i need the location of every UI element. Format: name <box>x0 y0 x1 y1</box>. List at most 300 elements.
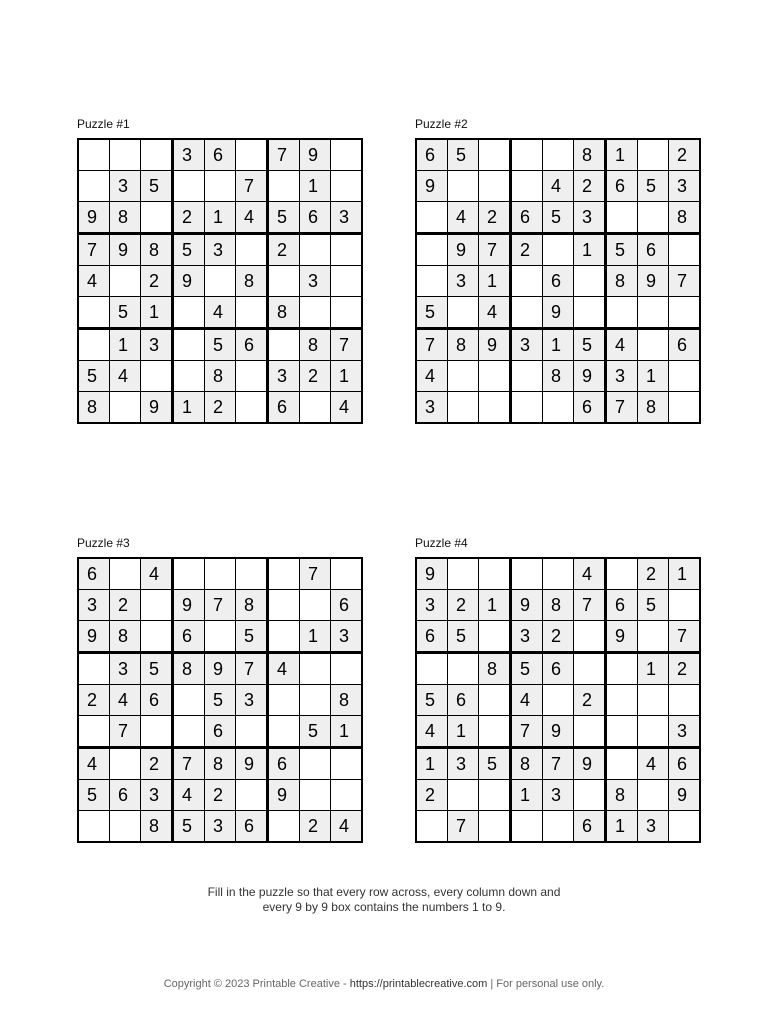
sudoku-cell: 1 <box>511 780 543 811</box>
sudoku-cell: 3 <box>110 653 141 685</box>
sudoku-cell[interactable] <box>110 558 141 590</box>
sudoku-cell: 3 <box>448 266 479 297</box>
grid-row <box>78 202 362 234</box>
sudoku-cell: 5 <box>448 139 479 171</box>
instructions <box>0 885 768 915</box>
sudoku-cell: 3 <box>416 590 448 621</box>
sudoku-cell[interactable] <box>669 361 701 392</box>
grid-row <box>416 392 700 424</box>
sudoku-cell: 2 <box>110 590 141 621</box>
sudoku-cell[interactable] <box>416 234 448 266</box>
sudoku-cell[interactable] <box>448 558 479 590</box>
instructions-line: Fill in the puzzle so that every row across, every column down and <box>207 885 561 899</box>
sudoku-cell[interactable] <box>638 780 669 811</box>
sudoku-cell[interactable] <box>479 811 511 843</box>
sudoku-cell[interactable] <box>268 329 300 361</box>
grid-row <box>416 811 700 843</box>
sudoku-cell: 6 <box>236 329 268 361</box>
sudoku-cell: 5 <box>300 716 331 748</box>
sudoku-cell[interactable] <box>479 139 511 171</box>
sudoku-cell[interactable] <box>416 653 448 685</box>
sudoku-cell[interactable] <box>479 558 511 590</box>
sudoku-cell[interactable] <box>141 139 173 171</box>
sudoku-cell[interactable] <box>78 139 110 171</box>
sudoku-cell[interactable] <box>479 685 511 716</box>
sudoku-cell: 1 <box>110 329 141 361</box>
sudoku-cell: 7 <box>173 748 205 780</box>
sudoku-cell[interactable] <box>300 748 331 780</box>
sudoku-cell[interactable] <box>543 392 574 424</box>
copyright-text: Copyright © 2023 Printable Creative - <box>163 978 350 990</box>
sudoku-cell[interactable] <box>141 361 173 392</box>
grid-row <box>78 590 362 621</box>
sudoku-cell[interactable] <box>331 558 363 590</box>
sudoku-cell: 5 <box>78 780 110 811</box>
grid-row <box>78 653 362 685</box>
sudoku-cell[interactable] <box>331 234 363 266</box>
sudoku-cell: 5 <box>416 685 448 716</box>
sudoku-cell[interactable] <box>574 266 606 297</box>
sudoku-cell: 9 <box>448 234 479 266</box>
sudoku-cell: 3 <box>300 266 331 297</box>
sudoku-cell: 1 <box>173 392 205 424</box>
sudoku-cell: 8 <box>543 590 574 621</box>
sudoku-cell[interactable] <box>110 811 141 843</box>
sudoku-cell[interactable] <box>606 558 638 590</box>
sudoku-cell[interactable] <box>574 716 606 748</box>
sudoku-cell[interactable] <box>543 139 574 171</box>
sudoku-cell[interactable] <box>236 392 268 424</box>
sudoku-cell[interactable] <box>300 780 331 811</box>
sudoku-cell: 5 <box>511 653 543 685</box>
sudoku-cell[interactable] <box>331 653 363 685</box>
sudoku-cell[interactable] <box>331 171 363 202</box>
sudoku-cell: 9 <box>638 266 669 297</box>
grid-row <box>416 780 700 811</box>
sudoku-cell: 8 <box>479 653 511 685</box>
sudoku-cell[interactable] <box>448 653 479 685</box>
sudoku-cell[interactable] <box>543 685 574 716</box>
sudoku-cell[interactable] <box>669 392 701 424</box>
sudoku-cell: 1 <box>638 361 669 392</box>
grid-row <box>78 685 362 716</box>
sudoku-cell[interactable] <box>173 716 205 748</box>
sudoku-cell: 6 <box>574 392 606 424</box>
sudoku-cell: 2 <box>448 590 479 621</box>
sudoku-cell: 6 <box>236 811 268 843</box>
sudoku-cell[interactable] <box>416 202 448 234</box>
sudoku-cell[interactable] <box>205 171 236 202</box>
sudoku-cell: 5 <box>448 621 479 653</box>
sudoku-cell: 2 <box>669 139 701 171</box>
sudoku-grid <box>77 138 363 424</box>
puzzle-title: Puzzle #1 <box>77 117 130 131</box>
sudoku-cell: 7 <box>300 558 331 590</box>
sudoku-cell[interactable] <box>268 621 300 653</box>
sudoku-cell[interactable] <box>173 297 205 329</box>
sudoku-cell: 9 <box>574 748 606 780</box>
sudoku-cell[interactable] <box>638 297 669 329</box>
sudoku-grid <box>415 138 701 424</box>
sudoku-cell[interactable] <box>448 171 479 202</box>
sudoku-cell: 7 <box>236 653 268 685</box>
sudoku-cell: 7 <box>331 329 363 361</box>
sudoku-cell[interactable] <box>110 266 141 297</box>
sudoku-cell[interactable] <box>236 297 268 329</box>
sudoku-cell: 4 <box>78 266 110 297</box>
sudoku-cell: 9 <box>268 780 300 811</box>
sudoku-cell[interactable] <box>300 234 331 266</box>
grid-row <box>78 266 362 297</box>
sudoku-cell: 3 <box>574 202 606 234</box>
sudoku-cell[interactable] <box>448 361 479 392</box>
sudoku-cell: 6 <box>331 590 363 621</box>
sudoku-cell[interactable] <box>78 171 110 202</box>
sudoku-cell[interactable] <box>205 558 236 590</box>
sudoku-cell[interactable] <box>300 653 331 685</box>
grid-row <box>78 361 362 392</box>
sudoku-cell: 3 <box>448 748 479 780</box>
grid-row <box>78 171 362 202</box>
sudoku-cell[interactable] <box>268 685 300 716</box>
sudoku-cell[interactable] <box>638 329 669 361</box>
sudoku-cell: 6 <box>511 202 543 234</box>
sudoku-cell[interactable] <box>236 139 268 171</box>
sudoku-cell: 7 <box>511 716 543 748</box>
sudoku-cell[interactable] <box>479 392 511 424</box>
sudoku-cell: 6 <box>416 139 448 171</box>
sudoku-cell: 8 <box>511 748 543 780</box>
sudoku-cell: 5 <box>78 361 110 392</box>
sudoku-cell: 3 <box>669 716 701 748</box>
sudoku-cell: 8 <box>606 780 638 811</box>
sudoku-cell[interactable] <box>606 685 638 716</box>
sudoku-cell: 4 <box>205 297 236 329</box>
sudoku-cell[interactable] <box>205 266 236 297</box>
sudoku-cell: 8 <box>268 297 300 329</box>
sudoku-cell: 3 <box>236 685 268 716</box>
sudoku-cell: 8 <box>205 748 236 780</box>
sudoku-cell: 5 <box>205 685 236 716</box>
grid-row <box>416 171 700 202</box>
sudoku-cell: 9 <box>543 297 574 329</box>
sudoku-cell[interactable] <box>268 171 300 202</box>
sudoku-cell[interactable] <box>331 780 363 811</box>
sudoku-cell[interactable] <box>606 653 638 685</box>
sudoku-cell: 1 <box>638 653 669 685</box>
sudoku-cell[interactable] <box>141 716 173 748</box>
grid-row <box>416 653 700 685</box>
sudoku-cell: 3 <box>669 171 701 202</box>
website-link[interactable]: https://printablecreative.com <box>349 978 488 990</box>
sudoku-cell[interactable] <box>78 811 110 843</box>
grid-row <box>416 297 700 329</box>
grid-row <box>78 297 362 329</box>
sudoku-cell[interactable] <box>78 716 110 748</box>
sudoku-cell: 7 <box>669 621 701 653</box>
sudoku-cell: 7 <box>205 590 236 621</box>
sudoku-cell[interactable] <box>268 811 300 843</box>
sudoku-cell[interactable] <box>511 558 543 590</box>
sudoku-cell[interactable] <box>331 748 363 780</box>
sudoku-cell: 8 <box>78 392 110 424</box>
sudoku-cell: 4 <box>268 653 300 685</box>
sudoku-cell: 4 <box>416 716 448 748</box>
grid-row <box>416 361 700 392</box>
sudoku-cell[interactable] <box>331 297 363 329</box>
sudoku-cell: 3 <box>141 780 173 811</box>
sudoku-cell: 4 <box>110 361 141 392</box>
sudoku-cell: 6 <box>574 811 606 843</box>
sudoku-cell: 2 <box>205 780 236 811</box>
sudoku-cell: 6 <box>543 653 574 685</box>
sudoku-cell[interactable] <box>300 590 331 621</box>
sudoku-cell[interactable] <box>331 266 363 297</box>
sudoku-cell[interactable] <box>669 590 701 621</box>
sudoku-cell: 4 <box>78 748 110 780</box>
sudoku-cell[interactable] <box>173 361 205 392</box>
sudoku-cell: 4 <box>331 811 363 843</box>
sudoku-cell: 8 <box>331 685 363 716</box>
sudoku-cell[interactable] <box>479 780 511 811</box>
sudoku-cell[interactable] <box>606 202 638 234</box>
sudoku-cell: 9 <box>205 653 236 685</box>
sudoku-cell[interactable] <box>448 780 479 811</box>
sudoku-cell: 3 <box>638 811 669 843</box>
sudoku-cell[interactable] <box>511 811 543 843</box>
sudoku-cell: 1 <box>205 202 236 234</box>
sudoku-cell: 6 <box>606 171 638 202</box>
sudoku-cell[interactable] <box>638 685 669 716</box>
sudoku-cell[interactable] <box>574 780 606 811</box>
sudoku-cell[interactable] <box>78 329 110 361</box>
sudoku-cell[interactable] <box>268 590 300 621</box>
sudoku-cell: 7 <box>669 266 701 297</box>
sudoku-cell: 4 <box>448 202 479 234</box>
puzzle-title: Puzzle #4 <box>415 536 468 550</box>
sudoku-cell[interactable] <box>511 392 543 424</box>
sudoku-cell: 8 <box>205 361 236 392</box>
sudoku-cell: 4 <box>141 558 173 590</box>
sudoku-cell: 7 <box>268 139 300 171</box>
sudoku-cell[interactable] <box>669 297 701 329</box>
sudoku-cell: 5 <box>141 171 173 202</box>
sudoku-cell: 5 <box>173 234 205 266</box>
sudoku-cell: 4 <box>416 361 448 392</box>
puzzle-2 <box>415 117 689 424</box>
sudoku-cell: 5 <box>268 202 300 234</box>
sudoku-cell: 3 <box>141 329 173 361</box>
sudoku-cell[interactable] <box>236 780 268 811</box>
sudoku-cell: 4 <box>173 780 205 811</box>
sudoku-cell: 6 <box>300 202 331 234</box>
sudoku-cell: 8 <box>141 811 173 843</box>
sudoku-cell[interactable] <box>606 716 638 748</box>
sudoku-cell[interactable] <box>543 234 574 266</box>
sudoku-cell: 3 <box>205 811 236 843</box>
sudoku-cell[interactable] <box>110 392 141 424</box>
sudoku-cell: 7 <box>78 234 110 266</box>
sudoku-cell: 8 <box>574 139 606 171</box>
sudoku-cell[interactable] <box>236 361 268 392</box>
sudoku-cell: 1 <box>300 621 331 653</box>
sudoku-cell: 6 <box>448 685 479 716</box>
sudoku-cell: 8 <box>173 653 205 685</box>
sudoku-cell: 2 <box>268 234 300 266</box>
sudoku-cell[interactable] <box>574 653 606 685</box>
sudoku-cell: 7 <box>479 234 511 266</box>
sudoku-cell[interactable] <box>141 590 173 621</box>
sudoku-cell[interactable] <box>448 297 479 329</box>
sudoku-cell[interactable] <box>110 748 141 780</box>
sudoku-cell[interactable] <box>173 685 205 716</box>
sudoku-cell: 2 <box>638 558 669 590</box>
sudoku-cell[interactable] <box>173 329 205 361</box>
sudoku-cell: 9 <box>479 329 511 361</box>
sudoku-cell: 9 <box>416 171 448 202</box>
sudoku-cell: 8 <box>606 266 638 297</box>
sudoku-cell: 5 <box>141 653 173 685</box>
sudoku-cell[interactable] <box>638 202 669 234</box>
sudoku-cell[interactable] <box>141 202 173 234</box>
sudoku-cell[interactable] <box>416 811 448 843</box>
sudoku-cell[interactable] <box>574 621 606 653</box>
sudoku-cell: 5 <box>205 329 236 361</box>
sudoku-grid <box>415 557 701 843</box>
sudoku-cell: 2 <box>416 780 448 811</box>
sudoku-cell: 1 <box>574 234 606 266</box>
sudoku-cell[interactable] <box>543 811 574 843</box>
sudoku-cell: 8 <box>141 234 173 266</box>
sudoku-cell[interactable] <box>331 139 363 171</box>
sudoku-cell: 1 <box>331 716 363 748</box>
sudoku-cell: 9 <box>173 590 205 621</box>
sudoku-cell: 1 <box>479 266 511 297</box>
grid-row <box>416 621 700 653</box>
sudoku-cell: 7 <box>543 748 574 780</box>
sudoku-cell: 3 <box>511 621 543 653</box>
sudoku-cell[interactable] <box>669 234 701 266</box>
sudoku-cell[interactable] <box>173 558 205 590</box>
sudoku-cell: 9 <box>669 780 701 811</box>
sudoku-cell: 7 <box>416 329 448 361</box>
sudoku-cell: 3 <box>511 329 543 361</box>
instructions-line: every 9 by 9 box contains the numbers 1 to 9. <box>262 900 506 914</box>
sudoku-cell: 8 <box>236 266 268 297</box>
sudoku-cell: 1 <box>448 716 479 748</box>
sudoku-cell[interactable] <box>236 234 268 266</box>
footer <box>0 978 768 990</box>
sudoku-cell: 7 <box>606 392 638 424</box>
sudoku-cell[interactable] <box>141 621 173 653</box>
sudoku-cell[interactable] <box>669 811 701 843</box>
grid-row <box>78 811 362 843</box>
sudoku-cell: 4 <box>606 329 638 361</box>
sudoku-cell: 5 <box>479 748 511 780</box>
sudoku-cell: 9 <box>511 590 543 621</box>
sudoku-cell: 3 <box>110 171 141 202</box>
sudoku-cell: 8 <box>638 392 669 424</box>
sudoku-cell[interactable] <box>638 621 669 653</box>
sudoku-cell: 2 <box>141 748 173 780</box>
sudoku-cell[interactable] <box>479 716 511 748</box>
sudoku-cell[interactable] <box>268 266 300 297</box>
sudoku-cell: 5 <box>638 171 669 202</box>
sudoku-cell: 1 <box>479 590 511 621</box>
sudoku-cell: 3 <box>606 361 638 392</box>
sudoku-cell[interactable] <box>511 139 543 171</box>
puzzle-1 <box>77 117 351 424</box>
sudoku-cell: 8 <box>543 361 574 392</box>
sudoku-cell: 6 <box>638 234 669 266</box>
sudoku-cell: 2 <box>173 202 205 234</box>
sudoku-cell[interactable] <box>236 716 268 748</box>
sudoku-cell[interactable] <box>448 392 479 424</box>
sudoku-cell[interactable] <box>300 685 331 716</box>
sudoku-cell[interactable] <box>511 266 543 297</box>
sudoku-cell: 6 <box>669 748 701 780</box>
sudoku-cell[interactable] <box>479 621 511 653</box>
grid-row <box>416 558 700 590</box>
sudoku-cell[interactable] <box>268 716 300 748</box>
sudoku-cell[interactable] <box>236 558 268 590</box>
sudoku-cell: 1 <box>331 361 363 392</box>
sudoku-cell: 1 <box>606 139 638 171</box>
sudoku-cell: 9 <box>173 266 205 297</box>
sudoku-cell[interactable] <box>606 297 638 329</box>
sudoku-cell[interactable] <box>511 171 543 202</box>
sudoku-cell: 8 <box>300 329 331 361</box>
grid-row <box>416 329 700 361</box>
grid-row <box>78 716 362 748</box>
sudoku-cell[interactable] <box>543 558 574 590</box>
sudoku-cell[interactable] <box>78 297 110 329</box>
puzzle-title: Puzzle #2 <box>415 117 468 131</box>
grid-row <box>78 748 362 780</box>
sudoku-cell[interactable] <box>669 685 701 716</box>
sudoku-cell: 2 <box>574 171 606 202</box>
sudoku-cell[interactable] <box>205 621 236 653</box>
sudoku-cell: 2 <box>574 685 606 716</box>
sudoku-cell[interactable] <box>300 392 331 424</box>
sudoku-cell[interactable] <box>78 653 110 685</box>
sudoku-cell[interactable] <box>574 297 606 329</box>
sudoku-cell: 4 <box>331 392 363 424</box>
sudoku-cell[interactable] <box>268 558 300 590</box>
sudoku-cell[interactable] <box>416 266 448 297</box>
sudoku-cell: 7 <box>448 811 479 843</box>
sudoku-cell[interactable] <box>300 297 331 329</box>
sudoku-cell[interactable] <box>638 139 669 171</box>
sudoku-cell[interactable] <box>110 139 141 171</box>
grid-row <box>416 202 700 234</box>
puzzle-4 <box>415 536 689 843</box>
sudoku-cell: 5 <box>638 590 669 621</box>
sudoku-cell[interactable] <box>511 361 543 392</box>
sudoku-cell: 3 <box>205 234 236 266</box>
sudoku-cell: 6 <box>110 780 141 811</box>
sudoku-cell[interactable] <box>479 361 511 392</box>
sudoku-cell[interactable] <box>606 748 638 780</box>
sudoku-cell[interactable] <box>173 171 205 202</box>
sudoku-cell[interactable] <box>638 716 669 748</box>
sudoku-cell: 8 <box>110 621 141 653</box>
sudoku-cell[interactable] <box>479 171 511 202</box>
sudoku-cell: 8 <box>669 202 701 234</box>
sudoku-cell[interactable] <box>511 297 543 329</box>
sudoku-cell: 2 <box>78 685 110 716</box>
sudoku-cell: 5 <box>543 202 574 234</box>
